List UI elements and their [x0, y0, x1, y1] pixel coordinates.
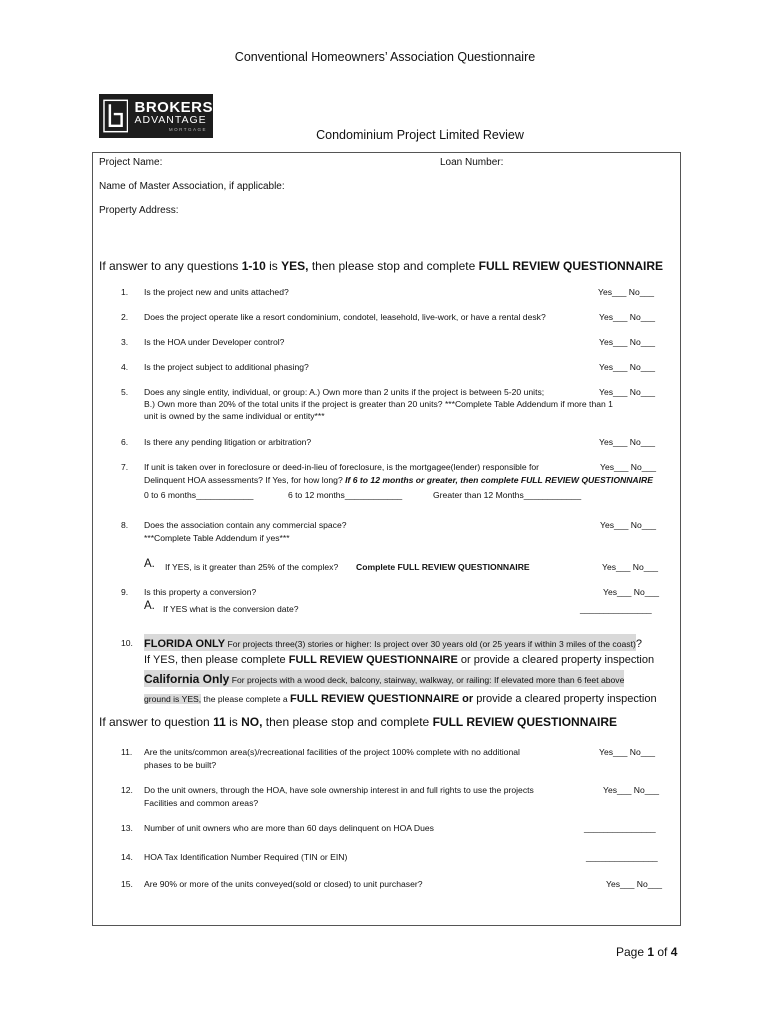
loan-number-label: Loan Number:	[440, 157, 504, 168]
section2-instruction: If answer to question 11 is NO, then please stop and complete FULL REVIEW QUESTIONNAIRE	[99, 715, 618, 729]
q8-line1: Does the association contain any commercial space?	[144, 520, 347, 530]
property-address-label: Property Address:	[99, 205, 179, 216]
q11-line1: Are the units/common area(s)/recreational facilities of the project 100% complete with no additional	[144, 747, 520, 757]
section1-instruction: If answer to any questions 1-10 is YES, then please stop and complete FULL REVIEW QUESTIONNAIRE	[99, 259, 664, 273]
q6-number: 6.	[121, 437, 129, 447]
q10-number: 10.	[121, 638, 133, 648]
q11-yes-no[interactable]: Yes___ No___	[599, 747, 656, 757]
q7-line2: Delinquent HOA assessments? If Yes, for how long? If 6 to 12 months or greater, then complete FULL REVIEW QUESTIONNAIRE	[144, 475, 653, 485]
q2-yes-no[interactable]: Yes___ No___	[599, 312, 656, 322]
logo-line2: ADVANTAGE	[134, 114, 207, 126]
q5-line1: Does any single entity, individual, or group: A.) Own more than 2 units if the project is between 5-20 units;	[144, 387, 545, 397]
q12-yes-no[interactable]: Yes___ No___	[603, 785, 660, 795]
q1-yes-no[interactable]: Yes___ No___	[598, 287, 655, 297]
q8-sub-yes-no[interactable]: Yes___ No___	[602, 562, 659, 572]
q5-number: 5.	[121, 387, 129, 397]
q7-yes-no[interactable]: Yes___ No___	[600, 462, 657, 472]
q7-option-6-12-months[interactable]: 6 to 12 months____________	[288, 490, 403, 500]
q12-number: 12.	[121, 785, 133, 795]
q10-florida-line: FLORIDA ONLY For projects three(3) stories or higher: Is project over 30 years old (or 25 years if within 3 miles of the coast)?	[144, 634, 642, 652]
q5-yes-no[interactable]: Yes___ No___	[599, 387, 656, 397]
q3-yes-no[interactable]: Yes___ No___	[599, 337, 656, 347]
q8-sub-instruction: Complete FULL REVIEW QUESTIONNAIRE	[356, 562, 530, 572]
q1-text: Is the project new and units attached?	[144, 287, 289, 297]
logo-line1: BROKERS	[134, 99, 213, 116]
q14-answer-field[interactable]: _______________	[586, 852, 658, 862]
q8-yes-no[interactable]: Yes___ No___	[600, 520, 657, 530]
q9-yes-no[interactable]: Yes___ No___	[603, 587, 660, 597]
q9-sub-text: If YES what is the conversion date?	[163, 604, 299, 614]
q3-number: 3.	[121, 337, 129, 347]
q13-number: 13.	[121, 823, 133, 833]
q7-option-0-6-months[interactable]: 0 to 6 months____________	[144, 490, 254, 500]
q11-line2: phases to be built?	[144, 760, 217, 770]
q10-california-instruction: ground is YES, the please complete a FULL REVIEW QUESTIONNAIRE or provide a cleared property inspection	[144, 693, 657, 705]
document-subtitle: Condominium Project Limited Review	[316, 128, 524, 142]
page-number: Page 1 of 4	[616, 945, 678, 959]
q9-conversion-date-field[interactable]: _______________	[580, 604, 652, 614]
q8-number: 8.	[121, 520, 129, 530]
q5-line3: unit is owned by the same individual or entity***	[144, 411, 325, 421]
q12-line2: Facilities and common areas?	[144, 798, 259, 808]
q2-text: Does the project operate like a resort condominium, condotel, leasehold, live-work, or have a rental desk?	[144, 312, 546, 322]
q8-sub-text: If YES, is it greater than 25% of the complex?	[165, 562, 339, 572]
q7-option-over-12-months[interactable]: Greater than 12 Months____________	[433, 490, 582, 500]
q4-yes-no[interactable]: Yes___ No___	[599, 362, 656, 372]
q14-number: 14.	[121, 852, 133, 862]
q11-number: 11.	[121, 747, 133, 757]
q9-number: 9.	[121, 587, 129, 597]
q4-number: 4.	[121, 362, 129, 372]
logo-line3: MORTGAGE	[168, 126, 207, 132]
q12-line1: Do the unit owners, through the HOA, have sole ownership interest in and full rights to use the projects	[144, 785, 534, 795]
q2-number: 2.	[121, 312, 129, 322]
master-association-label: Name of Master Association, if applicable:	[99, 181, 285, 192]
q4-text: Is the project subject to additional phasing?	[144, 362, 309, 372]
q7-number: 7.	[121, 462, 129, 472]
q13-answer-field[interactable]: _______________	[584, 823, 656, 833]
q15-number: 15.	[121, 879, 133, 889]
q5-line2: B.) Own more than 20% of the total units if the project is greater than 20 units? ***Complete Table Addendum if more than 1	[144, 399, 613, 409]
q6-text: Is there any pending litigation or arbitration?	[144, 437, 312, 447]
q10-california-line: California Only For projects with a wood deck, balcony, stairway, walkway, or railing: If elevated more than 6 feet above	[144, 672, 625, 686]
q7-line1: If unit is taken over in foreclosure or deed-in-lieu of foreclosure, is the mortgagee(lender) responsible for	[144, 462, 540, 472]
q9-text: Is this property a conversion?	[144, 587, 257, 597]
q15-text: Are 90% or more of the units conveyed(sold or closed) to unit purchaser?	[144, 879, 423, 889]
document-title: Conventional Homeowners’ Association Questionnaire	[234, 50, 536, 64]
q10-florida-instruction: If YES, then please complete FULL REVIEW QUESTIONNAIRE or provide a cleared property inspection	[144, 654, 655, 666]
q1-number: 1.	[121, 287, 129, 297]
q13-text: Number of unit owners who are more than 60 days delinquent on HOA Dues	[144, 823, 434, 833]
q9-sub-letter: A.	[144, 600, 155, 612]
q6-yes-no[interactable]: Yes___ No___	[599, 437, 656, 447]
q8-sub-letter: A.	[144, 558, 155, 570]
q14-text: HOA Tax Identification Number Required (TIN or EIN)	[144, 852, 348, 862]
project-name-label: Project Name:	[99, 157, 163, 168]
q8-line2: ***Complete Table Addendum if yes***	[144, 533, 290, 543]
q15-yes-no[interactable]: Yes___ No___	[606, 879, 663, 889]
q3-text: Is the HOA under Developer control?	[144, 337, 285, 347]
